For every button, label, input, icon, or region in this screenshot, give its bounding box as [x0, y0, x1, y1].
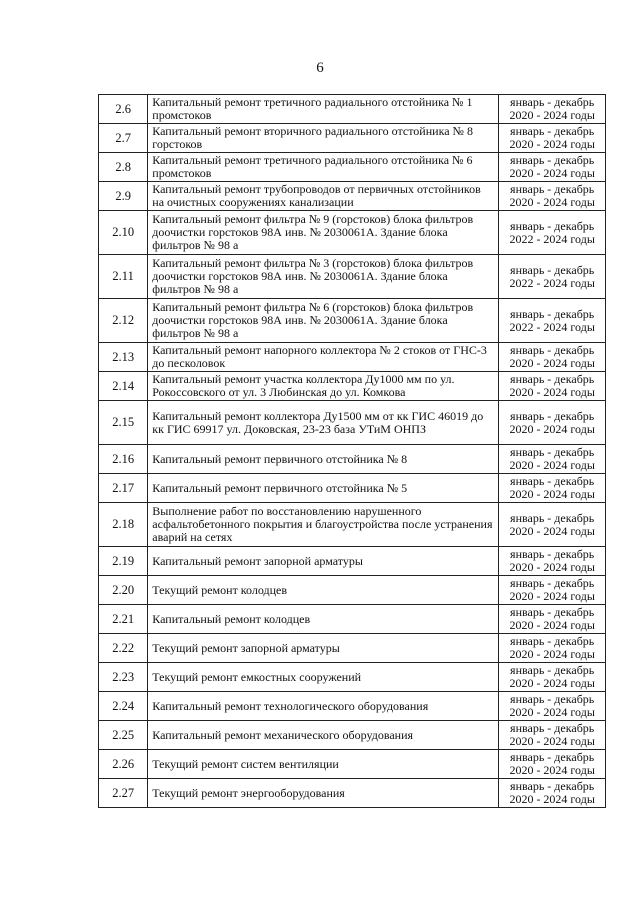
period-years: 2020 - 2024 годы	[509, 137, 595, 151]
row-number: 2.15	[99, 401, 148, 445]
row-number: 2.23	[99, 663, 148, 692]
period-years: 2020 - 2024 годы	[509, 647, 595, 661]
period-months: январь - декабрь	[510, 306, 595, 321]
period-cell	[499, 255, 606, 299]
work-description: Капитальный ремонт фильтра № 3 (горстоков) блока фильтров доочистки горстоков 98А инв. № 2030061А. Здание блока фильтров № 98 а	[148, 255, 499, 299]
period-months: январь - декабрь	[510, 343, 595, 357]
period-months: январь - декабрь	[510, 663, 595, 677]
table-row	[99, 153, 606, 182]
period-years: 2020 - 2024 годы	[509, 763, 595, 777]
period-years: 2020 - 2024 годы	[509, 734, 595, 748]
work-description: Капитальный ремонт фильтра № 9 (горстоков) блока фильтров доочистки горстоков 98А инв. № 2030061А. Здание блока фильтров № 98 а	[148, 211, 499, 255]
work-description: Капитальный ремонт трубопроводов от первичных отстойников на очистных сооружениях канализации	[148, 182, 499, 211]
period-years: 2020 - 2024 годы	[509, 676, 595, 690]
table-row	[99, 692, 606, 721]
work-description: Капитальный ремонт третичного радиального отстойника № 1 промстоков	[148, 95, 499, 124]
table-row	[99, 779, 606, 808]
work-description: Капитальный ремонт колодцев	[148, 605, 499, 634]
row-number: 2.20	[99, 576, 148, 605]
work-description: Капитальный ремонт фильтра № 6 (горстоков) блока фильтров доочистки горстоков 98А инв. № 2030061А. Здание блока фильтров № 98 а	[148, 299, 499, 343]
period-years: 2020 - 2024 годы	[509, 589, 595, 603]
period-cell	[499, 474, 606, 503]
period-months: январь - декабрь	[510, 218, 595, 233]
period-years: 2022 - 2024 годы	[509, 231, 595, 246]
period-months: январь - декабрь	[510, 408, 595, 423]
work-description: Капитальный ремонт первичного отстойника № 8	[148, 445, 499, 474]
period-cell	[499, 299, 606, 343]
table-row	[99, 372, 606, 401]
period-cell	[499, 95, 606, 124]
period-cell	[499, 779, 606, 808]
table-row	[99, 182, 606, 211]
work-description: Текущий ремонт запорной арматуры	[148, 634, 499, 663]
period-cell	[499, 372, 606, 401]
row-number: 2.17	[99, 474, 148, 503]
period-cell	[499, 750, 606, 779]
table-row	[99, 750, 606, 779]
row-number: 2.24	[99, 692, 148, 721]
work-description: Капитальный ремонт первичного отстойника № 5	[148, 474, 499, 503]
period-months: январь - декабрь	[510, 750, 595, 764]
period-years: 2020 - 2024 годы	[509, 560, 595, 574]
period-months: январь - декабрь	[510, 153, 595, 167]
period-years: 2020 - 2024 годы	[509, 705, 595, 719]
row-number: 2.21	[99, 605, 148, 634]
works-table-body	[99, 95, 606, 808]
table-row	[99, 401, 606, 445]
period-cell	[499, 576, 606, 605]
period-cell	[499, 503, 606, 547]
table-row	[99, 634, 606, 663]
row-number: 2.7	[99, 124, 148, 153]
page-number: 6	[316, 60, 324, 76]
period-cell	[499, 605, 606, 634]
period-years: 2020 - 2024 годы	[509, 618, 595, 632]
work-description: Капитальный ремонт механического оборудования	[148, 721, 499, 750]
table-row	[99, 95, 606, 124]
work-description: Текущий ремонт энергооборудования	[148, 779, 499, 808]
work-description: Капитальный ремонт участка коллектора Ду1000 мм по ул. Рокоссовского от ул. 3 Любинская до ул. Комкова	[148, 372, 499, 401]
period-years: 2020 - 2024 годы	[509, 487, 595, 501]
table-row	[99, 299, 606, 343]
period-cell	[499, 343, 606, 372]
period-cell	[499, 211, 606, 255]
work-description: Капитальный ремонт вторичного радиального отстойника № 8 горстоков	[148, 124, 499, 153]
table-row	[99, 721, 606, 750]
period-months: январь - декабрь	[510, 510, 595, 525]
row-number: 2.8	[99, 153, 148, 182]
row-number: 2.22	[99, 634, 148, 663]
work-description: Текущий ремонт систем вентиляции	[148, 750, 499, 779]
period-months: январь - декабрь	[510, 445, 595, 459]
row-number: 2.6	[99, 95, 148, 124]
period-months: январь - декабрь	[510, 779, 595, 793]
row-number: 2.27	[99, 779, 148, 808]
row-number: 2.26	[99, 750, 148, 779]
table-row	[99, 255, 606, 299]
table-row	[99, 605, 606, 634]
period-cell	[499, 153, 606, 182]
period-months: январь - декабрь	[510, 605, 595, 619]
period-cell	[499, 692, 606, 721]
works-table	[98, 94, 606, 808]
work-description: Капитальный ремонт третичного радиального отстойника № 6 промстоков	[148, 153, 499, 182]
period-months: январь - декабрь	[510, 692, 595, 706]
table-row	[99, 343, 606, 372]
period-months: январь - декабрь	[510, 124, 595, 138]
period-cell	[499, 721, 606, 750]
period-months: январь - декабрь	[510, 576, 595, 590]
row-number: 2.11	[99, 255, 148, 299]
row-number: 2.10	[99, 211, 148, 255]
row-number: 2.13	[99, 343, 148, 372]
period-years: 2020 - 2024 годы	[509, 792, 595, 806]
period-months: январь - декабрь	[510, 372, 595, 386]
period-months: январь - декабрь	[510, 95, 595, 109]
period-cell	[499, 547, 606, 576]
row-number: 2.18	[99, 503, 148, 547]
table-row	[99, 503, 606, 547]
period-months: январь - декабрь	[510, 474, 595, 488]
period-years: 2020 - 2024 годы	[509, 108, 595, 122]
period-months: январь - декабрь	[510, 721, 595, 735]
table-row	[99, 547, 606, 576]
period-years: 2020 - 2024 годы	[509, 166, 595, 180]
table-row	[99, 124, 606, 153]
table-row	[99, 445, 606, 474]
period-months: январь - декабрь	[510, 634, 595, 648]
period-years: 2020 - 2024 годы	[509, 195, 595, 209]
period-cell	[499, 124, 606, 153]
period-years: 2020 - 2024 годы	[509, 523, 595, 538]
period-months: январь - декабрь	[510, 262, 595, 277]
row-number: 2.9	[99, 182, 148, 211]
table-row	[99, 211, 606, 255]
work-description: Выполнение работ по восстановлению нарушенного асфальтобетонного покрытия и благоустройства после устранения аварий на сетях	[148, 503, 499, 547]
period-years: 2020 - 2024 годы	[509, 356, 595, 370]
period-years: 2020 - 2024 годы	[509, 458, 595, 472]
row-number: 2.19	[99, 547, 148, 576]
work-description: Текущий ремонт колодцев	[148, 576, 499, 605]
period-cell	[499, 634, 606, 663]
table-row	[99, 474, 606, 503]
row-number: 2.14	[99, 372, 148, 401]
period-cell	[499, 401, 606, 445]
work-description: Капитальный ремонт коллектора Ду1500 мм от кк ГИС 46019 до кк ГИС 69917 ул. Доковская, 23-23 база УТиМ ОНПЗ	[148, 401, 499, 445]
period-cell	[499, 663, 606, 692]
period-years: 2022 - 2024 годы	[509, 319, 595, 334]
work-description: Капитальный ремонт технологического оборудования	[148, 692, 499, 721]
row-number: 2.16	[99, 445, 148, 474]
row-number: 2.12	[99, 299, 148, 343]
period-years: 2022 - 2024 годы	[509, 275, 595, 290]
table-row	[99, 576, 606, 605]
period-years: 2020 - 2024 годы	[509, 421, 595, 436]
row-number: 2.25	[99, 721, 148, 750]
work-description: Капитальный ремонт запорной арматуры	[148, 547, 499, 576]
period-years: 2020 - 2024 годы	[509, 385, 595, 399]
period-months: январь - декабрь	[510, 547, 595, 561]
period-cell	[499, 445, 606, 474]
work-description: Капитальный ремонт напорного коллектора № 2 стоков от ГНС-3 до песколовок	[148, 343, 499, 372]
period-cell	[499, 182, 606, 211]
period-months: январь - декабрь	[510, 182, 595, 196]
work-description: Текущий ремонт емкостных сооружений	[148, 663, 499, 692]
table-row	[99, 663, 606, 692]
